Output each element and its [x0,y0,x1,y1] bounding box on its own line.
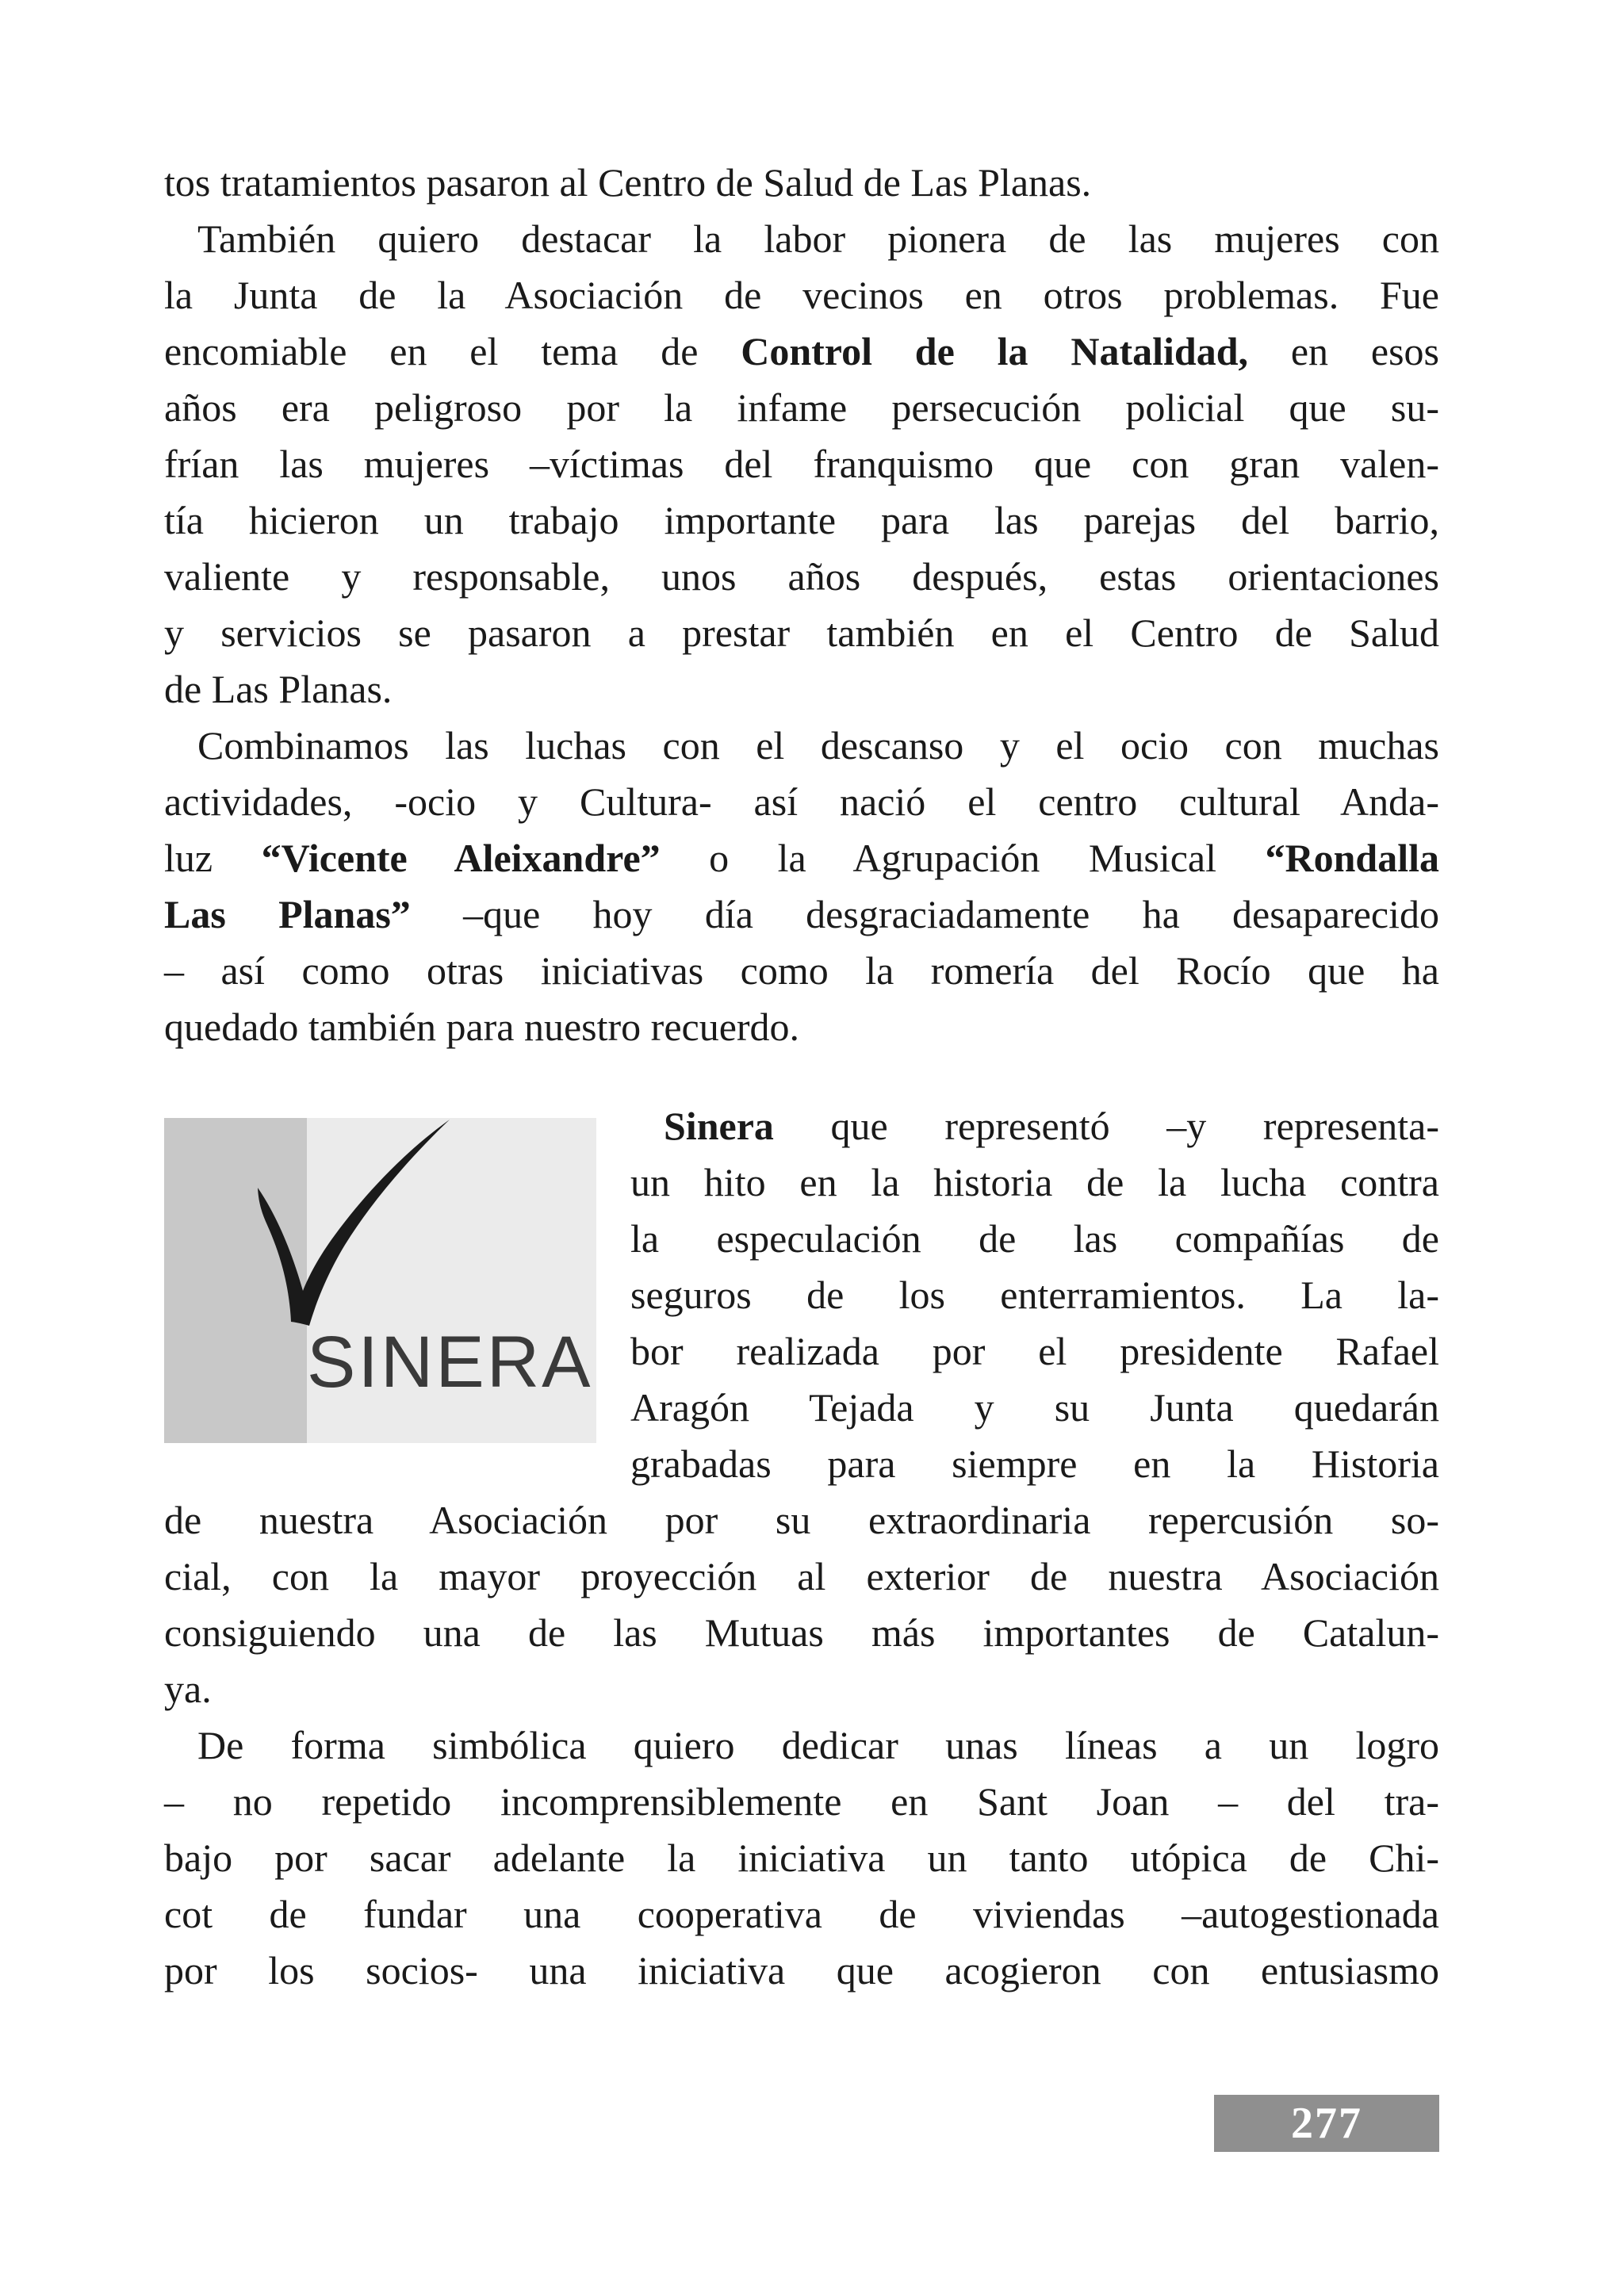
text-line: cial, con la mayor proyección al exterior de nuestra Asociación [164,1554,1439,1598]
text-line: También quiero destacar la labor pionera de las mujeres con [197,216,1439,261]
text-line: grabadas para siempre en la Historia [630,1441,1439,1486]
text-line: tos tratamientos pasaron al Centro de Salud de Las Planas. [164,160,1092,205]
text-line: de Las Planas. [164,667,393,711]
text-line: actividades, -ocio y Cultura- así nació el centro cultural Anda- [164,779,1439,824]
text-line: bajo por sacar adelante la iniciativa un tanto utópica de Chi- [164,1836,1439,1880]
text-line: quedado también para nuestro recuerdo. [164,1005,800,1049]
text-line: años era peligroso por la infame persecución policial que su- [164,385,1439,430]
bold-text: Sinera [664,1104,774,1148]
text-line: frían las mujeres –víctimas del franquismo que con gran valen- [164,442,1439,486]
body-text-side [630,1098,1439,1492]
paragraph [164,1492,1439,1717]
text-line: la especulación de las compañías de [630,1216,1439,1261]
text-line [164,323,1439,380]
bold-text: Control de la Natalidad, [741,329,1249,373]
text-segment: –que hoy día desgraciadamente ha desaparecido [410,892,1440,936]
paragraph [164,1717,1439,1999]
text-segment: luz [164,836,262,880]
paragraph [164,718,1439,1055]
bold-text: Las Planas” [164,892,411,936]
paragraph [164,155,1439,211]
body-text-bottom [164,1492,1439,1999]
text-line: de nuestra Asociación por su extraordinaria repercusión so- [164,1498,1439,1542]
text-line: valiente y responsable, unos años después, estas orientaciones [164,554,1439,599]
page-number: 277 [1214,2095,1439,2152]
text-line: por los socios- una iniciativa que acogieron con entusiasmo [164,1948,1439,1993]
text-line: la Junta de la Asociación de vecinos en otros problemas. Fue [164,273,1439,317]
text-segment: encomiable en el tema de [164,329,741,373]
body-text-top [164,155,1439,1055]
bold-text: “Vicente Aleixandre” [261,836,661,880]
text-line [630,1098,1439,1154]
text-segment: o la Agrupación Musical [660,836,1266,880]
text-line [164,886,1439,943]
text-line: ya. [164,1667,212,1711]
text-line: bor realizada por el presidente Rafael [630,1329,1439,1373]
bold-text: “Rondalla [1265,836,1439,880]
text-segment: que representó –y representa- [773,1104,1439,1148]
text-line: De forma simbólica quiero dedicar unas líneas a un logro [197,1723,1439,1767]
sinera-logo [164,1118,596,1443]
paragraph [164,211,1439,718]
text-line: un hito en la historia de la lucha contra [630,1160,1439,1204]
text-line: Combinamos las luchas con el descanso y el ocio con muchas [197,723,1439,768]
text-line: Aragón Tejada y su Junta quedarán [630,1385,1439,1430]
text-line [164,830,1439,886]
text-line: y servicios se pasaron a prestar también en el Centro de Salud [164,611,1439,655]
text-line: seguros de los enterramientos. La la- [630,1273,1439,1317]
text-line: cot de fundar una cooperativa de viviendas –autogestionada [164,1892,1439,1936]
paragraph [630,1098,1439,1492]
text-line: tía hicieron un trabajo importante para las parejas del barrio, [164,498,1439,542]
text-segment: en esos [1248,329,1439,373]
text-line: consiguiendo una de las Mutuas más importantes de Catalun- [164,1610,1439,1655]
text-line: – así como otras iniciativas como la romería del Rocío que ha [164,948,1439,993]
logo-wordmark: SINERA [307,1322,593,1403]
text-line: – no repetido incomprensiblemente en Sant Joan – del tra- [164,1779,1439,1824]
